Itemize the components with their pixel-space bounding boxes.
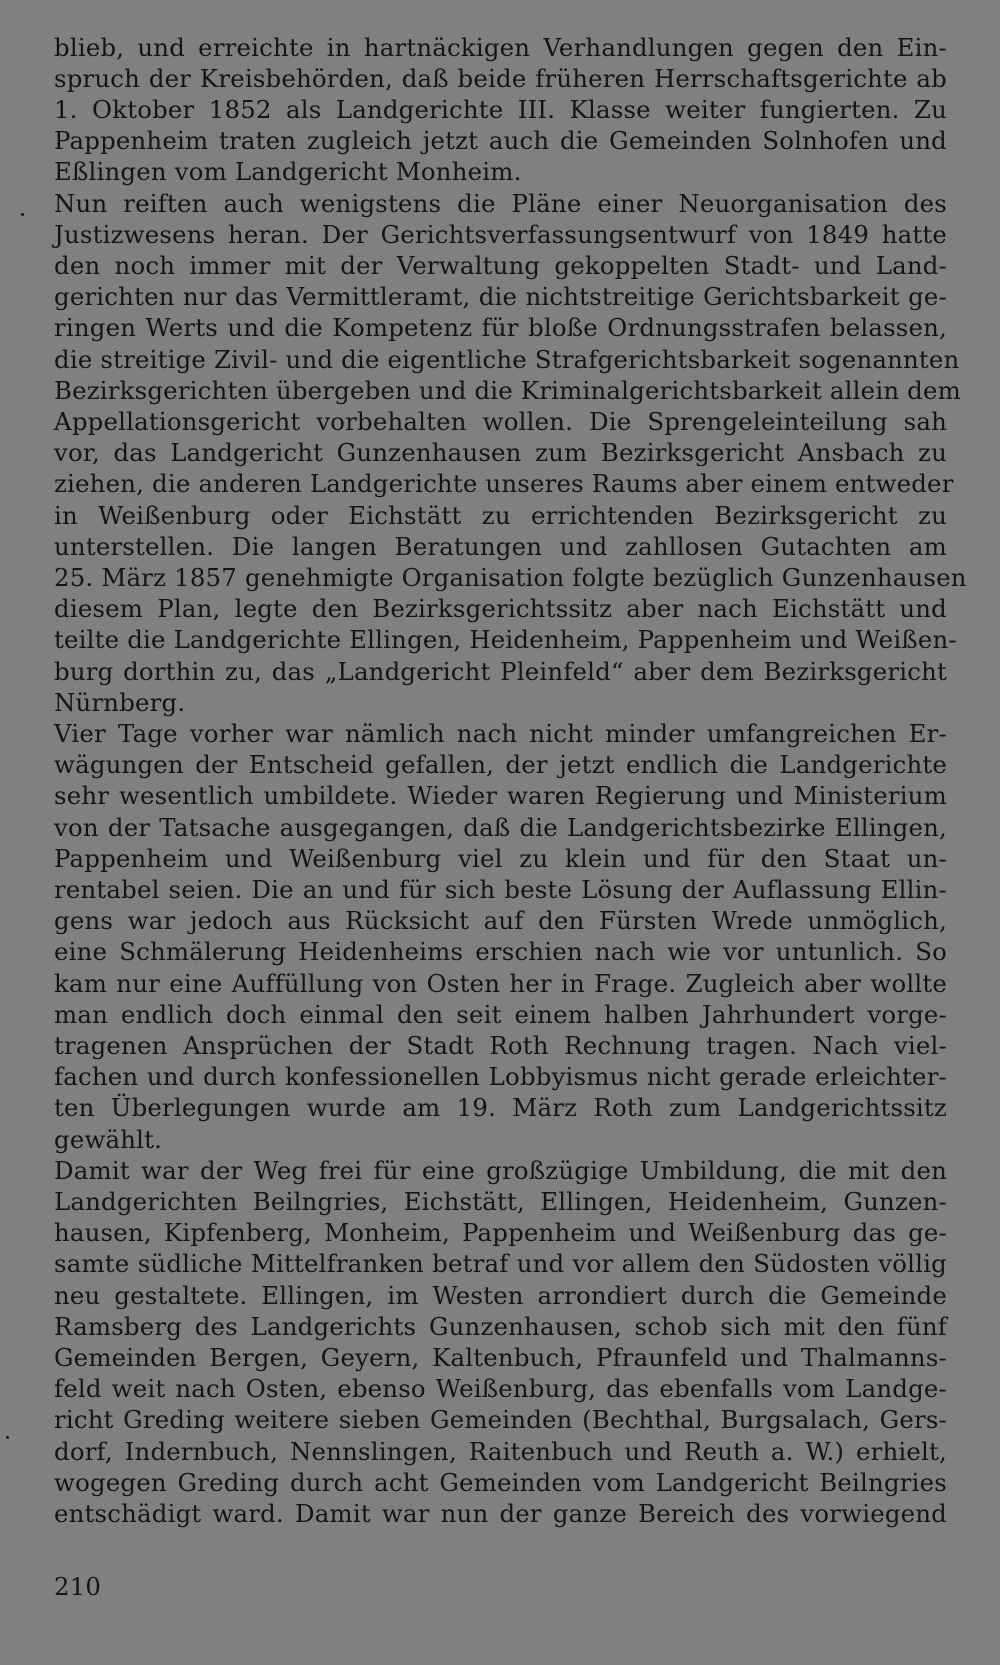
text-line: kam nur eine Auffüllung von Osten her in Frage. Zugleich aber wollte xyxy=(54,969,947,998)
text-line: spruch der Kreisbehörden, daß beide früheren Herrschaftsgerichte ab xyxy=(54,64,947,93)
text-line: von der Tatsache ausgegangen, daß die Landgerichtsbezirke Ellingen, xyxy=(54,813,947,842)
text-line: fachen und durch konfessionellen Lobbyismus nicht gerade erleichter- xyxy=(54,1062,947,1091)
text-line: dorf, Indernbuch, Nennslingen, Raitenbuch und Reuth a. W.) erhielt, xyxy=(54,1437,947,1466)
text-line: wägungen der Entscheid gefallen, der jetzt endlich die Landgerichte xyxy=(54,750,947,779)
text-line: tragenen Ansprüchen der Stadt Roth Rechnung tragen. Nach viel- xyxy=(54,1031,947,1060)
text-line: unterstellen. Die langen Beratungen und zahllosen Gutachten am xyxy=(54,532,947,561)
text-line: feld weit nach Osten, ebenso Weißenburg, das ebenfalls vom Landge- xyxy=(54,1374,947,1403)
text-line: gerichten nur das Vermittleramt, die nichtstreitige Gerichtsbarkeit ge- xyxy=(54,282,947,311)
text-line: den noch immer mit der Verwaltung gekoppelten Stadt- und Land- xyxy=(54,251,947,280)
text-line: sehr wesentlich umbildete. Wieder waren Regierung und Ministerium xyxy=(54,781,947,810)
text-line: richt Greding weitere sieben Gemeinden (Bechthal, Burgsalach, Gers- xyxy=(54,1405,947,1434)
text-line: Nürnberg. xyxy=(54,688,186,717)
text-line: ringen Werts und die Kompetenz für bloße Ordnungsstrafen belassen, xyxy=(54,313,947,342)
page-number: 210 xyxy=(54,1572,102,1601)
text-line: Justizwesens heran. Der Gerichtsverfassungsentwurf von 1849 hatte xyxy=(54,220,947,249)
text-line: Damit war der Weg frei für eine großzügige Umbildung, die mit den xyxy=(54,1156,947,1185)
text-line: samte südliche Mittelfranken betraf und vor allem den Südosten völlig xyxy=(54,1249,947,1278)
text-line: Bezirksgerichten übergeben und die Kriminalgerichtsbarkeit allein dem xyxy=(54,376,961,405)
text-line: wogegen Greding durch acht Gemeinden vom Landgericht Beilngries xyxy=(54,1468,947,1497)
text-line: eine Schmälerung Heidenheims erschien nach wie vor untunlich. So xyxy=(54,937,947,966)
margin-speck xyxy=(6,1436,9,1439)
text-line: vor, das Landgericht Gunzenhausen zum Bezirksgericht Ansbach zu xyxy=(54,438,947,467)
text-line: Landgerichten Beilngries, Eichstätt, Ellingen, Heidenheim, Gunzen- xyxy=(54,1187,947,1216)
margin-speck xyxy=(21,213,24,216)
text-line: entschädigt ward. Damit war nun der ganze Bereich des vorwiegend xyxy=(54,1499,947,1528)
text-line: Pappenheim und Weißenburg viel zu klein und für den Staat un- xyxy=(54,844,947,873)
text-line: Vier Tage vorher war nämlich nach nicht minder umfangreichen Er- xyxy=(54,719,947,748)
text-line: ten Überlegungen wurde am 19. März Roth zum Landgerichtssitz xyxy=(54,1093,947,1122)
text-line: die streitige Zivil- und die eigentliche Strafgerichtsbarkeit sogenannten xyxy=(54,345,960,374)
text-line: teilte die Landgerichte Ellingen, Heidenheim, Pappenheim und Weißen- xyxy=(54,625,957,654)
text-line: Pappenheim traten zugleich jetzt auch die Gemeinden Solnhofen und xyxy=(54,126,947,155)
text-line: in Weißenburg oder Eichstätt zu errichtenden Bezirksgericht zu xyxy=(54,501,947,530)
text-line: Appellationsgericht vorbehalten wollen. Die Sprengeleinteilung sah xyxy=(54,407,947,436)
text-line: Gemeinden Bergen, Geyern, Kaltenbuch, Pfraunfeld und Thalmanns- xyxy=(54,1343,947,1372)
text-line: burg dorthin zu, das „Landgericht Pleinfeld“ aber dem Bezirksgericht xyxy=(54,657,947,686)
text-line: Nun reiften auch wenigstens die Pläne einer Neuorganisation des xyxy=(54,189,947,218)
text-line: neu gestaltete. Ellingen, im Westen arrondiert durch die Gemeinde xyxy=(54,1281,947,1310)
text-line: diesem Plan, legte den Bezirksgerichtssitz aber nach Eichstätt und xyxy=(54,594,947,623)
text-line: gewählt. xyxy=(54,1125,163,1154)
text-line: ziehen, die anderen Landgerichte unseres Raums aber einem entweder xyxy=(54,469,954,498)
text-line: 25. März 1857 genehmigte Organisation folgte bezüglich Gunzenhausen xyxy=(54,563,967,592)
text-line: blieb, und erreichte in hartnäckigen Verhandlungen gegen den Ein- xyxy=(54,33,947,62)
text-line: 1. Oktober 1852 als Landgerichte III. Klasse weiter fungierten. Zu xyxy=(54,95,947,124)
text-line: hausen, Kipfenberg, Monheim, Pappenheim und Weißenburg das ge- xyxy=(54,1218,947,1247)
text-line: Eßlingen vom Landgericht Monheim. xyxy=(54,157,522,186)
text-line: rentabel seien. Die an und für sich beste Lösung der Auflassung Ellin- xyxy=(54,875,947,904)
text-line: man endlich doch einmal den seit einem halben Jahrhundert vorge- xyxy=(54,1000,947,1029)
page-text-block xyxy=(54,32,967,1632)
text-line: gens war jedoch aus Rücksicht auf den Fürsten Wrede unmöglich, xyxy=(54,906,947,935)
text-line: Ramsberg des Landgerichts Gunzenhausen, schob sich mit den fünf xyxy=(54,1312,947,1341)
